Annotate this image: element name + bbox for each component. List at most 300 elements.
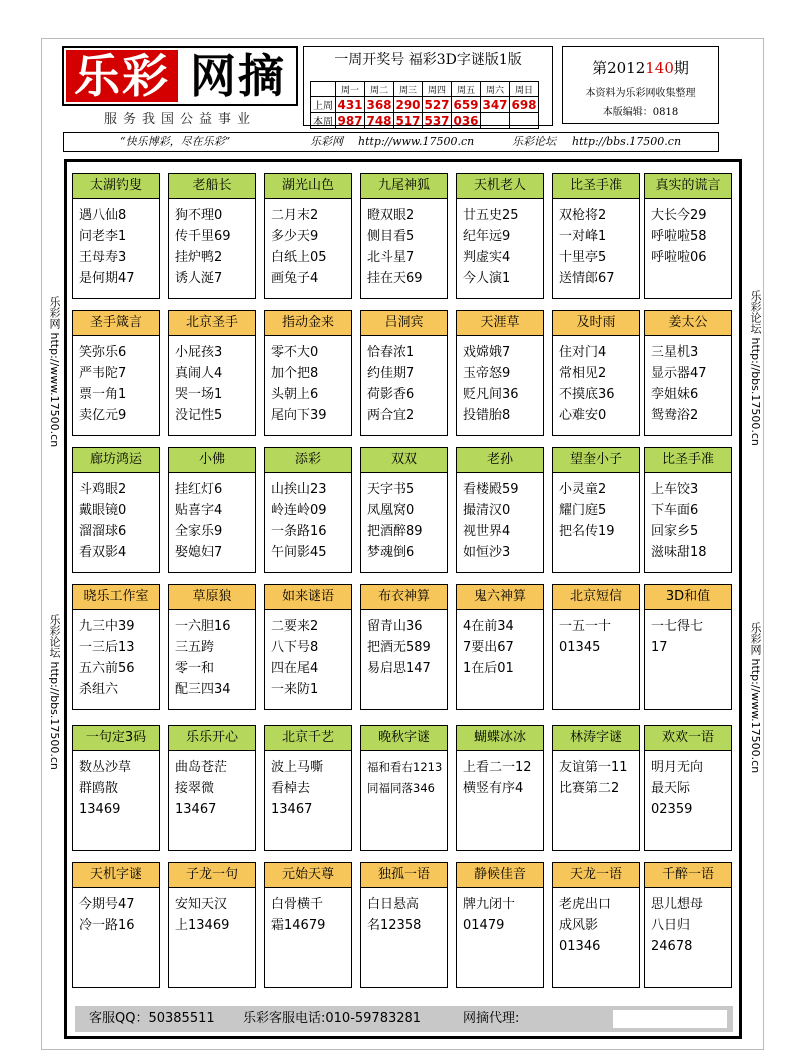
draw-number-table [310, 81, 539, 129]
riddle-cell-title: 小佛 [169, 448, 255, 473]
motto-bar [63, 132, 719, 152]
riddle-cell-title: 北京千艺 [265, 726, 351, 751]
riddle-cell-title: 布衣神算 [361, 585, 447, 610]
riddle-line: 画兔子4 [271, 271, 319, 286]
riddle-cell-body [361, 751, 447, 799]
riddle-line: 最天际 [651, 781, 691, 796]
riddle-cell-title: 一句定3码 [73, 726, 159, 751]
riddle-cell-body [361, 610, 447, 679]
riddle-cell-body [645, 888, 731, 957]
side-text-right-top: 乐彩论坛 http://bbs.17500.cn [749, 290, 762, 446]
riddle-line: 上13469 [175, 918, 230, 933]
riddle-line: 十里亭5 [559, 250, 607, 265]
riddle-cell [552, 447, 640, 573]
riddle-cell [72, 173, 160, 299]
riddle-cell [360, 310, 448, 436]
riddle-cell-body [457, 888, 543, 936]
riddle-cell-title: 廊坊鸿运 [73, 448, 159, 473]
riddle-line: 三星机3 [651, 345, 699, 360]
riddle-cell-body [645, 473, 731, 563]
riddle-line: 贴喜字4 [175, 503, 223, 518]
riddle-cell [168, 447, 256, 573]
riddle-line: 今期号47 [79, 897, 135, 912]
riddle-cell-title: 九尾神狐 [361, 174, 447, 199]
riddle-line: 双枪将2 [559, 208, 607, 223]
riddle-line: 看双影4 [79, 545, 127, 560]
riddle-line: 狗不理0 [175, 208, 223, 223]
riddle-cell-body [553, 199, 639, 289]
riddle-cell-body [169, 336, 255, 426]
riddle-line: 曲岛苍茫 [175, 760, 228, 775]
riddle-line: 显示器47 [651, 366, 707, 381]
riddle-line: 配三四34 [175, 682, 231, 697]
riddle-line: 王母寿3 [79, 250, 127, 265]
riddle-cell-title: 欢欢一语 [645, 726, 731, 751]
logo [62, 46, 298, 106]
weekday-label: 周日 [510, 82, 539, 97]
riddle-cell [360, 584, 448, 710]
riddle-cell [360, 862, 448, 988]
riddle-line: 挂炉鸭2 [175, 250, 223, 265]
riddle-cell-title: 北京圣手 [169, 311, 255, 336]
riddle-line: 尾向下39 [271, 408, 327, 423]
riddle-cell-body [553, 610, 639, 658]
riddle-line: 比赛第二2 [559, 781, 620, 796]
riddle-line: 斗鸡眼2 [79, 482, 127, 497]
riddle-cell-body [645, 751, 731, 820]
motto-quote: “快乐博彩，尽在乐彩” [120, 135, 231, 148]
riddle-line: 住对门4 [559, 345, 607, 360]
riddle-line: 数丛沙草 [79, 760, 132, 775]
riddle-line: 笑弥乐6 [79, 345, 127, 360]
site-url-link[interactable]: http://www.17500.cn [358, 135, 475, 148]
riddle-line: 荷影香6 [367, 387, 415, 402]
riddle-cell-title: 真实的谎言 [645, 174, 731, 199]
riddle-cell-body [265, 336, 351, 426]
riddle-cell [644, 173, 732, 299]
riddle-line: 7要出67 [463, 640, 514, 655]
weekday-label: 周一 [336, 82, 365, 97]
riddle-line: 一条路16 [271, 524, 327, 539]
last-week-number: 368 [366, 97, 392, 112]
riddle-line: 24678 [651, 939, 693, 954]
riddle-cell-title: 天机字谜 [73, 863, 159, 888]
riddle-line: 白纸上05 [271, 250, 327, 265]
riddle-cell [644, 584, 732, 710]
riddle-line: 投错胎8 [463, 408, 511, 423]
riddle-line: 明月无向 [651, 760, 704, 775]
riddle-cell-body [265, 888, 351, 936]
riddle-cell-body [361, 473, 447, 563]
riddle-line: 安知天汉 [175, 897, 228, 912]
riddle-grid [64, 159, 742, 1039]
riddle-cell-title: 圣手箴言 [73, 311, 159, 336]
riddle-line: 北斗星7 [367, 250, 415, 265]
riddle-cell [264, 862, 352, 988]
riddle-cell-body [169, 888, 255, 936]
this-week-number: 748 [366, 113, 392, 128]
riddle-line: 二要来2 [271, 619, 319, 634]
riddle-cell [168, 725, 256, 851]
riddle-line: 呼啦啦06 [651, 250, 707, 265]
riddle-line: 小屁孩3 [175, 345, 223, 360]
riddle-cell-title: 草原狼 [169, 585, 255, 610]
riddle-line: 13467 [175, 802, 217, 817]
riddle-line: 八日归 [651, 918, 691, 933]
riddle-cell [360, 447, 448, 573]
footer-bar [75, 1006, 733, 1032]
riddle-cell-title: 北京短信 [553, 585, 639, 610]
riddle-cell-title: 蝴蝶冰冰 [457, 726, 543, 751]
riddle-cell [168, 862, 256, 988]
riddle-line: 一六胆16 [175, 619, 231, 634]
riddle-line: 瞪双眼2 [367, 208, 415, 223]
riddle-line: 同福同落346 [367, 781, 435, 795]
side-text-left-bottom: 乐彩论坛 http://bbs.17500.cn [48, 614, 61, 770]
riddle-line: 侧目看5 [367, 229, 415, 244]
side-text-left-top: 乐彩网 http://www.17500.cn [48, 296, 61, 448]
riddle-line: 呼啦啦58 [651, 229, 707, 244]
riddle-cell-body [73, 751, 159, 820]
riddle-cell-title: 太湖钓叟 [73, 174, 159, 199]
riddle-line: 卖亿元9 [79, 408, 127, 423]
riddle-cell-body [645, 610, 731, 658]
riddle-line: 纪年远9 [463, 229, 511, 244]
riddle-cell-body [553, 888, 639, 957]
riddle-line: 13467 [271, 802, 313, 817]
riddle-line: 廿五史25 [463, 208, 519, 223]
last-week-number: 431 [337, 97, 363, 112]
riddle-line: 八下号8 [271, 640, 319, 655]
period-box [562, 46, 719, 124]
slogan: 服务我国公益事业 [103, 112, 256, 127]
riddle-cell-body [553, 473, 639, 542]
agent-box [613, 1010, 727, 1028]
riddle-cell-title: 独孤一语 [361, 863, 447, 888]
riddle-line: 判虚实4 [463, 250, 511, 265]
last-week-number: 290 [395, 97, 421, 112]
riddle-cell-title: 鬼六神算 [457, 585, 543, 610]
riddle-line: 没记性5 [175, 408, 223, 423]
riddle-line: 多少天9 [271, 229, 319, 244]
riddle-cell-title: 望奎小子 [553, 448, 639, 473]
riddle-cell [552, 584, 640, 710]
riddle-line: 回家乡5 [651, 524, 699, 539]
logo-red-text: 乐彩 [66, 50, 178, 102]
riddle-line: 看楼殿59 [463, 482, 519, 497]
riddle-line: 把酒无589 [367, 640, 431, 655]
this-week-label: 本周 [311, 113, 336, 129]
riddle-cell-title: 3D和值 [645, 585, 731, 610]
riddle-cell [264, 173, 352, 299]
weekday-label: 周五 [452, 82, 481, 97]
riddle-cell [552, 173, 640, 299]
riddle-cell-title: 晚秋字谜 [361, 726, 447, 751]
riddle-cell-body [553, 751, 639, 799]
riddle-cell-title: 湖光山色 [265, 174, 351, 199]
riddle-cell-body [265, 751, 351, 820]
riddle-cell [456, 447, 544, 573]
riddle-cell-title: 老孙 [457, 448, 543, 473]
riddle-line: 三五跨 [175, 640, 215, 655]
riddle-line: 白骨横千 [271, 897, 324, 912]
riddle-line: 岭连岭09 [271, 503, 327, 518]
riddle-cell-body [361, 888, 447, 936]
riddle-cell-body [457, 751, 543, 799]
weekday-label: 周二 [365, 82, 394, 97]
riddle-line: 上车饺3 [651, 482, 699, 497]
riddle-line: 孪姐妹6 [651, 387, 699, 402]
riddle-line: 4在前34 [463, 619, 514, 634]
riddle-line: 送情郎67 [559, 271, 615, 286]
riddle-line: 把名传19 [559, 524, 615, 539]
riddle-cell-body [73, 473, 159, 563]
riddle-line: 把酒醉89 [367, 524, 423, 539]
riddle-line: 友谊第一11 [559, 760, 628, 775]
riddle-line: 下车面6 [651, 503, 699, 518]
this-week-number [510, 113, 539, 129]
riddle-line: 看棹去 [271, 781, 311, 796]
riddle-line: 哭一场1 [175, 387, 223, 402]
forum-url-link[interactable]: http://bbs.17500.cn [572, 135, 682, 148]
riddle-cell-body [645, 336, 731, 426]
riddle-line: 波上马嘶 [271, 760, 324, 775]
riddle-line: 零不大0 [271, 345, 319, 360]
riddle-cell-title: 静候佳音 [457, 863, 543, 888]
riddle-line: 耀门庭5 [559, 503, 607, 518]
last-week-number: 527 [424, 97, 450, 112]
riddle-line: 福和看右1213 [367, 760, 443, 774]
riddle-line: 如恒沙3 [463, 545, 511, 560]
riddle-line: 恰春浓1 [367, 345, 415, 360]
riddle-cell-title: 子龙一句 [169, 863, 255, 888]
source-note: 本资料为乐彩网收集整理 [585, 88, 696, 99]
riddle-cell-title: 比圣手准 [553, 174, 639, 199]
riddle-cell [360, 173, 448, 299]
issue-title: 一周开奖号 福彩3D字谜版1版 [334, 52, 522, 68]
riddle-cell-body [645, 199, 731, 268]
riddle-cell-body [73, 199, 159, 289]
riddle-line: 挂在天69 [367, 271, 423, 286]
issue-box [303, 46, 553, 126]
riddle-cell-body [265, 610, 351, 700]
last-week-label: 上周 [311, 97, 336, 113]
riddle-cell-title: 林涛字谜 [553, 726, 639, 751]
riddle-line: 一对峰1 [559, 229, 607, 244]
riddle-cell-body [457, 336, 543, 426]
riddle-cell-body [73, 336, 159, 426]
riddle-line: 大长今29 [651, 208, 707, 223]
riddle-cell-title: 天机老人 [457, 174, 543, 199]
riddle-cell-body [265, 199, 351, 289]
riddle-cell-title: 天龙一语 [553, 863, 639, 888]
riddle-cell [168, 173, 256, 299]
riddle-line: 二月末2 [271, 208, 319, 223]
riddle-cell [168, 584, 256, 710]
site-name: 乐彩网 [310, 135, 343, 148]
riddle-cell [72, 725, 160, 851]
riddle-cell [264, 584, 352, 710]
riddle-cell [552, 310, 640, 436]
riddle-line: 约佳期7 [367, 366, 415, 381]
riddle-cell [456, 310, 544, 436]
riddle-line: 戴眼镜0 [79, 503, 127, 518]
riddle-line: 01479 [463, 918, 505, 933]
riddle-line: 心难安0 [559, 408, 607, 423]
riddle-cell-body [169, 751, 255, 820]
riddle-line: 山挨山23 [271, 482, 327, 497]
riddle-cell-body [361, 199, 447, 289]
riddle-line: 留青山36 [367, 619, 423, 634]
riddle-line: 一来防1 [271, 682, 319, 697]
riddle-cell [644, 447, 732, 573]
riddle-line: 撮清汉0 [463, 503, 511, 518]
riddle-line: 老虎出口 [559, 897, 612, 912]
riddle-line: 一五一十 [559, 619, 612, 634]
riddle-cell-title: 如来谜语 [265, 585, 351, 610]
riddle-line: 五六前56 [79, 661, 135, 676]
riddle-line: 真闹人4 [175, 366, 223, 381]
riddle-cell [264, 447, 352, 573]
riddle-cell-title: 吕洞宾 [361, 311, 447, 336]
riddle-cell [552, 725, 640, 851]
riddle-line: 今人演1 [463, 271, 511, 286]
riddle-cell [72, 584, 160, 710]
riddle-line: 传千里69 [175, 229, 231, 244]
riddle-cell [552, 862, 640, 988]
riddle-line: 零一和 [175, 661, 215, 676]
riddle-line: 梦魂倒6 [367, 545, 415, 560]
editor-note: 本版编辑：0818 [602, 107, 679, 118]
riddle-line: 上看二一12 [463, 760, 532, 775]
last-week-number: 698 [511, 97, 537, 112]
riddle-cell [360, 725, 448, 851]
riddle-line: 冷一路16 [79, 918, 135, 933]
footer-phone: 乐彩客服电话:010-59783281 [243, 1011, 422, 1026]
riddle-cell-body [73, 610, 159, 700]
riddle-line: 小灵童2 [559, 482, 607, 497]
riddle-cell [456, 725, 544, 851]
this-week-number: 537 [424, 113, 450, 128]
riddle-cell-body [457, 199, 543, 289]
this-week-number: 987 [337, 113, 363, 128]
riddle-cell-body [73, 888, 159, 936]
riddle-cell [644, 310, 732, 436]
riddle-line: 霜14679 [271, 918, 326, 933]
riddle-line: 全家乐9 [175, 524, 223, 539]
riddle-line: 01346 [559, 939, 601, 954]
forum-name: 乐彩论坛 [512, 135, 556, 148]
riddle-line: 13469 [79, 802, 121, 817]
riddle-cell-title: 天涯草 [457, 311, 543, 336]
footer-agent: 网摘代理: [463, 1011, 520, 1026]
riddle-line: 溜溜球6 [79, 524, 127, 539]
last-week-number: 659 [453, 97, 479, 112]
riddle-cell-body [553, 336, 639, 426]
riddle-cell [264, 310, 352, 436]
riddle-line: 1在后01 [463, 661, 514, 676]
riddle-line: 常相见2 [559, 366, 607, 381]
weekday-label: 周三 [394, 82, 423, 97]
riddle-line: 易启思147 [367, 661, 431, 676]
riddle-line: 接翠微 [175, 781, 215, 796]
this-week-number [481, 113, 510, 129]
riddle-cell-title: 元始天尊 [265, 863, 351, 888]
riddle-cell [456, 862, 544, 988]
riddle-line: 九三中39 [79, 619, 135, 634]
riddle-line: 02359 [651, 802, 693, 817]
riddle-cell [168, 310, 256, 436]
riddle-line: 白日悬高 [367, 897, 420, 912]
riddle-cell-body [169, 199, 255, 289]
riddle-cell-body [169, 610, 255, 700]
riddle-line: 横竖有序4 [463, 781, 524, 796]
riddle-cell-title: 乐乐开心 [169, 726, 255, 751]
riddle-line: 加个把8 [271, 366, 319, 381]
riddle-cell [456, 584, 544, 710]
riddle-line: 票一角1 [79, 387, 127, 402]
riddle-line: 17 [651, 640, 668, 655]
riddle-cell [72, 447, 160, 573]
last-week-number: 347 [482, 97, 508, 112]
riddle-cell [72, 862, 160, 988]
riddle-line: 思儿想母 [651, 897, 704, 912]
riddle-line: 戏嫦娥7 [463, 345, 511, 360]
this-week-number: 517 [395, 113, 421, 128]
riddle-cell-body [265, 473, 351, 563]
riddle-cell-title: 指动金来 [265, 311, 351, 336]
riddle-line: 玉帝怒9 [463, 366, 511, 381]
riddle-cell-body [169, 473, 255, 563]
riddle-cell-title: 双双 [361, 448, 447, 473]
riddle-line: 凤凰窝0 [367, 503, 415, 518]
riddle-line: 严韦陀7 [79, 366, 127, 381]
footer-qq: 客服QQ：50385511 [89, 1011, 215, 1026]
riddle-line: 贬凡间36 [463, 387, 519, 402]
side-text-right-bottom: 乐彩网 http://www.17500.cn [749, 622, 762, 774]
riddle-line: 四在尾4 [271, 661, 319, 676]
riddle-line: 遇八仙8 [79, 208, 127, 223]
riddle-line: 滋味甜18 [651, 545, 707, 560]
weekday-label: 周四 [423, 82, 452, 97]
riddle-line: 01345 [559, 640, 601, 655]
this-week-number: 036 [453, 113, 479, 128]
logo-black-text: 网摘 [190, 49, 286, 103]
riddle-cell-title: 老船长 [169, 174, 255, 199]
period-number: 第2012140期 [592, 59, 689, 77]
riddle-line: 天字书5 [367, 482, 415, 497]
riddle-line: 一七得七 [651, 619, 704, 634]
riddle-line: 娶媳妇7 [175, 545, 223, 560]
riddle-line: 是何期47 [79, 271, 135, 286]
riddle-line: 不摸底36 [559, 387, 615, 402]
riddle-cell-title: 姜太公 [645, 311, 731, 336]
riddle-cell [644, 862, 732, 988]
riddle-cell [72, 310, 160, 436]
riddle-line: 成风影 [559, 918, 599, 933]
riddle-cell-body [361, 336, 447, 426]
riddle-cell [456, 173, 544, 299]
riddle-line: 杀组六 [79, 682, 119, 697]
riddle-line: 诱人涎7 [175, 271, 223, 286]
riddle-cell-title: 添彩 [265, 448, 351, 473]
riddle-cell-title: 晓乐工作室 [73, 585, 159, 610]
riddle-line: 名12358 [367, 918, 422, 933]
riddle-cell-title: 比圣手准 [645, 448, 731, 473]
riddle-cell-title: 千醉一语 [645, 863, 731, 888]
weekday-label: 周六 [481, 82, 510, 97]
riddle-line: 两合宜2 [367, 408, 415, 423]
